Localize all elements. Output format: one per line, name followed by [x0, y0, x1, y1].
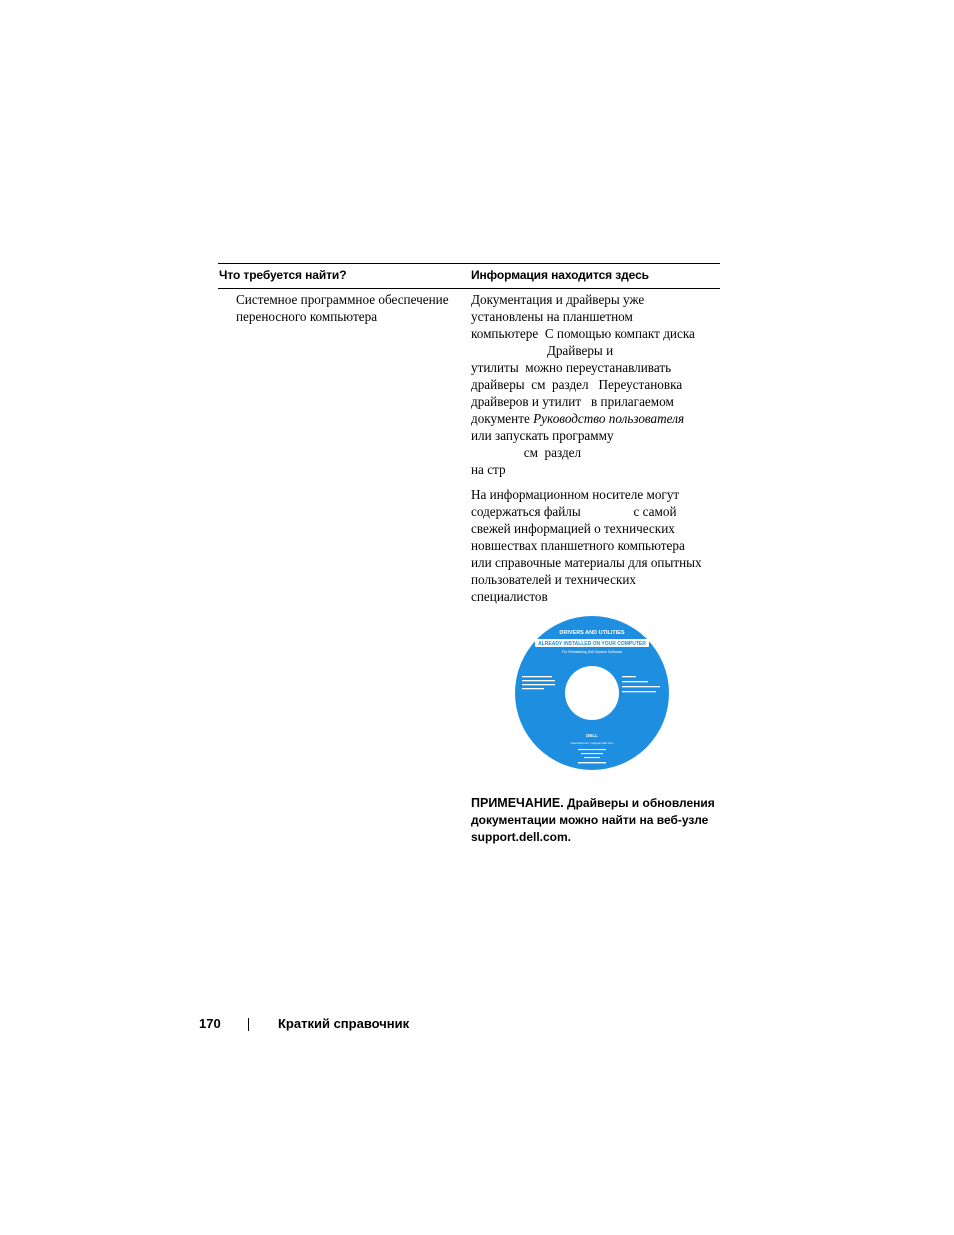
text-line: специалистов [471, 589, 548, 604]
text-line: драйверов и утилит в прилагаемом [471, 394, 674, 409]
cd-title: DRIVERS AND UTILITIES [559, 630, 625, 636]
text-line: Документация и драйверы уже [471, 292, 645, 307]
row-info-paragraph-1 [471, 291, 721, 478]
text-line: или справочные материалы для опытных [471, 555, 702, 570]
row-topic: Системное программное обеспечение переносного компьютера [236, 292, 449, 324]
doc-prefix: документе [471, 411, 534, 426]
text-line-document-reference [471, 410, 721, 427]
text-line: утилиты можно переустанавливать [471, 360, 672, 375]
text-line: Драйверы и [471, 343, 614, 358]
text-line: содержаться файлы с самой [471, 504, 677, 519]
users-guide-title: Руководство пользователя [533, 411, 685, 426]
table-header-what: Что требуется найти? [219, 268, 347, 282]
text-line: или запускать программу [471, 428, 614, 443]
text-line: драйверы см раздел Переустановка [471, 377, 683, 392]
text-line: свежей информацией о технических [471, 521, 675, 536]
text-line: На информационном носителе могут [471, 487, 680, 502]
note-label: ПРИМЕЧАНИЕ. [471, 796, 564, 810]
text-line: см раздел [471, 445, 582, 460]
text-line: на стр [471, 462, 506, 477]
page-number: 170 [199, 1016, 221, 1031]
text-line: компьютере С помощью компакт диска [471, 326, 695, 341]
drivers-utilities-cd-image [514, 615, 670, 771]
footer-title: Краткий справочник [278, 1016, 410, 1031]
text-line: пользователей и технических [471, 572, 636, 587]
table-header-where: Информация находится здесь [471, 268, 649, 282]
table-header-rule [218, 288, 720, 289]
note-text: Драйверы и обновления документации можно найти на веб-узле support.dell.com. [471, 796, 715, 844]
row-info-paragraph-2 [471, 486, 721, 605]
cd-dell-logo: DELL [586, 733, 598, 738]
cd-hole [565, 666, 619, 720]
text-line: установлены на планшетном [471, 309, 633, 324]
cd-subtitle: For Reinstalling Dell System Software [561, 650, 623, 654]
table-top-rule [218, 263, 720, 264]
footer-divider [248, 1018, 249, 1031]
cd-banner-text: ALREADY INSTALLED ON YOUR COMPUTER [538, 641, 646, 647]
text-line: новшествах планшетного компьютера [471, 538, 685, 553]
note-block [471, 795, 721, 846]
cd-url: www.dell.com | support.dell.com [570, 741, 614, 745]
